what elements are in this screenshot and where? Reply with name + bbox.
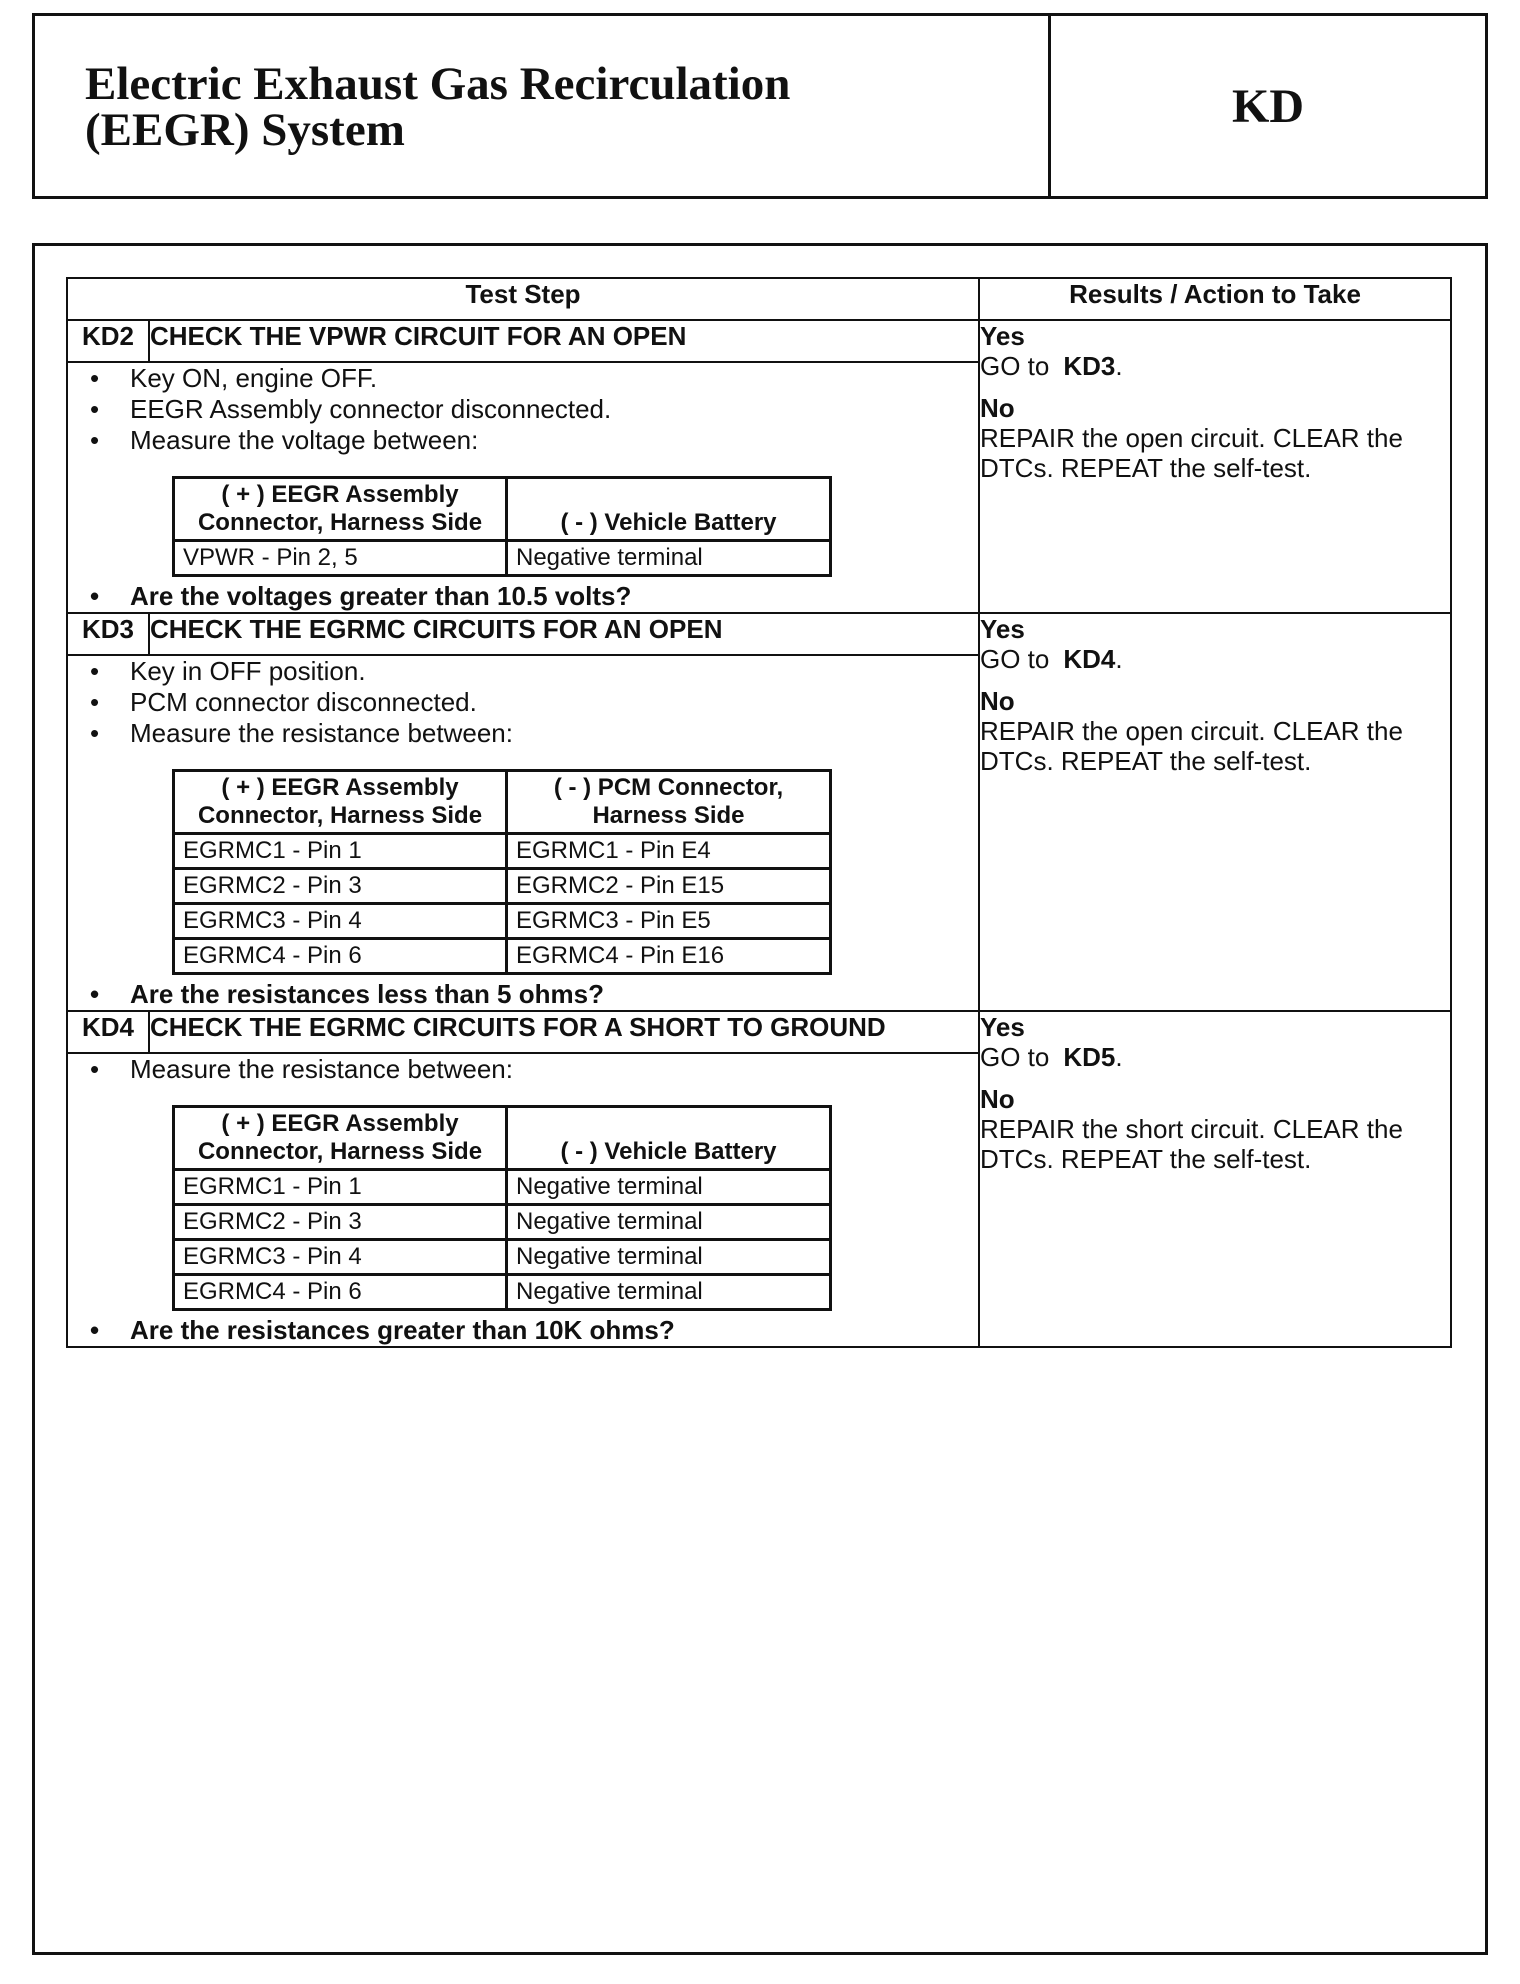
measurement-header-negative: ( - ) Vehicle Battery (507, 478, 831, 541)
page-title: Electric Exhaust Gas Recirculation (EEGR) System (35, 16, 1051, 196)
measurement-row (174, 1205, 831, 1240)
step-title: CHECK THE VPWR CIRCUIT FOR AN OPEN (149, 320, 979, 362)
result-no-action: REPAIR the open circuit. CLEAR the DTCs. REPEAT the self-test. (980, 423, 1403, 483)
result-yes-text: GO to (980, 1042, 1050, 1072)
step-instructions (90, 363, 978, 456)
instruction-item: • EEGR Assembly connector disconnected. (90, 394, 978, 425)
result-yes-label: Yes (980, 321, 1025, 351)
measurement-negative-cell: Negative terminal (507, 541, 831, 576)
step-body (67, 1053, 979, 1347)
step-question-list (90, 581, 978, 612)
measurement-row (174, 904, 831, 939)
measurement-negative-cell: Negative terminal (507, 1205, 831, 1240)
result-no-action: REPAIR the short circuit. CLEAR the DTCs. REPEAT the self-test. (980, 1114, 1403, 1174)
step-question-list (90, 979, 978, 1010)
measurement-negative-cell: EGRMC2 - Pin E15 (507, 869, 831, 904)
measurement-negative-cell: Negative terminal (507, 1170, 831, 1205)
measurement-negative-cell: Negative terminal (507, 1275, 831, 1310)
instruction-item: • Measure the resistance between: (90, 718, 978, 749)
result-yes-label: Yes (980, 614, 1025, 644)
result-yes-action (980, 1042, 1450, 1072)
measurement-row (174, 939, 831, 974)
section-code: KD (1232, 79, 1304, 133)
measurement-header-negative: ( - ) PCM Connector, Harness Side (507, 771, 831, 834)
measurement-positive-cell: EGRMC1 - Pin 1 (174, 1170, 507, 1205)
result-yes-target: KD5 (1063, 1042, 1116, 1072)
result-no-label: No (980, 686, 1015, 716)
instruction-item: • Key in OFF position. (90, 656, 978, 687)
result-yes-action (980, 644, 1450, 674)
measurement-positive-cell: EGRMC3 - Pin 4 (174, 904, 507, 939)
measurement-row (174, 834, 831, 869)
instruction-item: • Key ON, engine OFF. (90, 363, 978, 394)
step-title-row (67, 613, 1451, 655)
col-header-test-step: Test Step (67, 278, 979, 320)
measurement-negative-cell: EGRMC1 - Pin E4 (507, 834, 831, 869)
measurement-positive-cell: EGRMC2 - Pin 3 (174, 869, 507, 904)
measurement-header-positive: ( + ) EEGR Assembly Connector, Harness Side (174, 1107, 507, 1170)
step-instructions (90, 1054, 978, 1085)
step-results (979, 320, 1451, 613)
col-header-results: Results / Action to Take (979, 278, 1451, 320)
measurement-header-negative: ( - ) Vehicle Battery (507, 1107, 831, 1170)
result-yes-target: KD4 (1063, 644, 1116, 674)
step-question-list (90, 1315, 978, 1346)
measurement-negative-cell: Negative terminal (507, 1240, 831, 1275)
result-yes-end: . (1115, 1042, 1123, 1072)
step-body (67, 362, 979, 613)
measurement-positive-cell: VPWR - Pin 2, 5 (174, 541, 507, 576)
measurement-positive-cell: EGRMC2 - Pin 3 (174, 1205, 507, 1240)
measurement-table (172, 769, 832, 975)
measurement-header-row (174, 1107, 831, 1170)
step-question: • Are the resistances less than 5 ohms? (90, 979, 978, 1010)
result-no-label: No (980, 393, 1015, 423)
result-yes-action (980, 351, 1450, 381)
measurement-row (174, 1170, 831, 1205)
result-yes-label: Yes (980, 1012, 1025, 1042)
measurement-row (174, 1275, 831, 1310)
result-yes-end: . (1115, 351, 1123, 381)
instruction-item: • Measure the resistance between: (90, 1054, 978, 1085)
measurement-positive-cell: EGRMC1 - Pin 1 (174, 834, 507, 869)
step-id: KD2 (67, 320, 149, 362)
diagnostic-table (66, 277, 1452, 1348)
measurement-table (172, 476, 832, 577)
measurement-positive-cell: EGRMC4 - Pin 6 (174, 939, 507, 974)
result-yes-end: . (1115, 644, 1123, 674)
result-yes-text: GO to (980, 351, 1050, 381)
result-no-action: REPAIR the open circuit. CLEAR the DTCs. REPEAT the self-test. (980, 716, 1403, 776)
step-title: CHECK THE EGRMC CIRCUITS FOR AN OPEN (149, 613, 979, 655)
instruction-item: • PCM connector disconnected. (90, 687, 978, 718)
step-question: • Are the resistances greater than 10K ohms? (90, 1315, 978, 1346)
result-yes-target: KD3 (1063, 351, 1116, 381)
measurement-header-positive: ( + ) EEGR Assembly Connector, Harness Side (174, 478, 507, 541)
measurement-row (174, 1240, 831, 1275)
measurement-row (174, 541, 831, 576)
measurement-header-row (174, 478, 831, 541)
step-question: • Are the voltages greater than 10.5 volts? (90, 581, 978, 612)
page-header (32, 13, 1488, 199)
measurement-header-positive: ( + ) EEGR Assembly Connector, Harness Side (174, 771, 507, 834)
measurement-row (174, 869, 831, 904)
step-results (979, 613, 1451, 1011)
step-title-row (67, 320, 1451, 362)
step-id: KD4 (67, 1011, 149, 1053)
measurement-table (172, 1105, 832, 1311)
instruction-item: • Measure the voltage between: (90, 425, 978, 456)
step-instructions (90, 656, 978, 749)
result-yes-text: GO to (980, 644, 1050, 674)
measurement-header-row (174, 771, 831, 834)
step-results (979, 1011, 1451, 1347)
step-title: CHECK THE EGRMC CIRCUITS FOR A SHORT TO GROUND (149, 1011, 979, 1053)
measurement-positive-cell: EGRMC3 - Pin 4 (174, 1240, 507, 1275)
step-id: KD3 (67, 613, 149, 655)
measurement-negative-cell: EGRMC4 - Pin E16 (507, 939, 831, 974)
result-no-label: No (980, 1084, 1015, 1114)
step-title-row (67, 1011, 1451, 1053)
measurement-negative-cell: EGRMC3 - Pin E5 (507, 904, 831, 939)
step-body (67, 655, 979, 1011)
table-header-row (67, 278, 1451, 320)
measurement-positive-cell: EGRMC4 - Pin 6 (174, 1275, 507, 1310)
